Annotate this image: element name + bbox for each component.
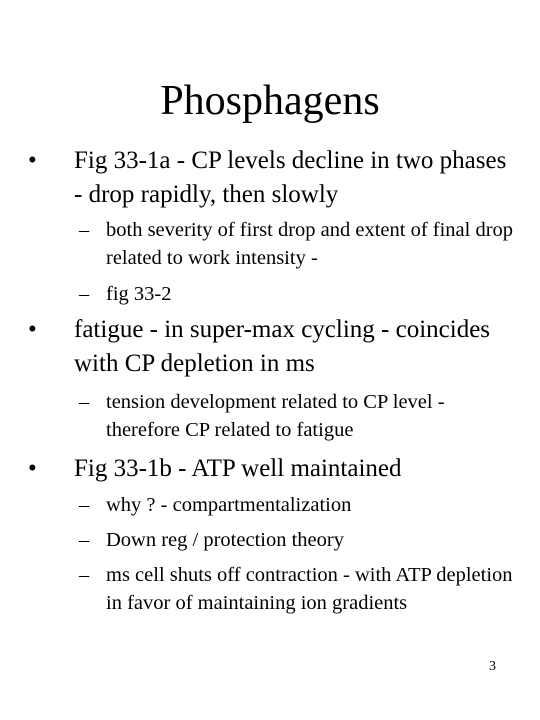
sub-bullet-item: [79, 526, 516, 554]
sub-bullet-text: fig 33-2: [106, 283, 172, 305]
bullet-text: Fig 33-1b - ATP well maintained: [74, 455, 402, 482]
bullet-marker: •: [28, 316, 37, 343]
sub-bullet-marker: –: [79, 494, 90, 516]
sub-bullet-text: tension development related to CP level - therefore CP related to fatigue: [106, 391, 445, 441]
sub-bullet-marker: –: [79, 283, 90, 305]
sub-bullet-item: [79, 561, 516, 617]
sub-bullet-text: why ? - compartmentalization: [106, 494, 352, 516]
sub-bullet-marker: –: [79, 219, 90, 241]
bullet-marker: •: [28, 147, 37, 174]
sub-bullet-text: Down reg / protection theory: [106, 529, 344, 551]
sub-bullet-marker: –: [79, 391, 90, 413]
sub-bullet-marker: –: [79, 529, 90, 551]
sub-bullet-text: both severity of first drop and extent of final drop related to work intensity -: [106, 219, 514, 269]
bullet-item: [28, 313, 514, 381]
page-number: 3: [489, 659, 496, 674]
bullet-text: Fig 33-1a - CP levels decline in two phases - drop rapidly, then slowly: [74, 147, 507, 208]
sub-bullet-text: ms cell shuts off contraction - with ATP depletion in favor of maintaining ion gradients: [106, 564, 513, 614]
bullet-item: [28, 144, 514, 212]
sub-bullet-marker: –: [79, 564, 90, 586]
sub-bullet-item: [79, 280, 516, 308]
bullet-item: [28, 452, 514, 486]
sub-bullet-item: [79, 491, 516, 519]
bullet-text: fatigue - in super-max cycling - coincides with CP depletion in ms: [74, 316, 491, 377]
sub-bullet-item: [79, 388, 516, 444]
bullet-marker: •: [28, 455, 37, 482]
sub-bullet-item: [79, 216, 516, 272]
slide-title: Phosphagens: [160, 78, 380, 124]
